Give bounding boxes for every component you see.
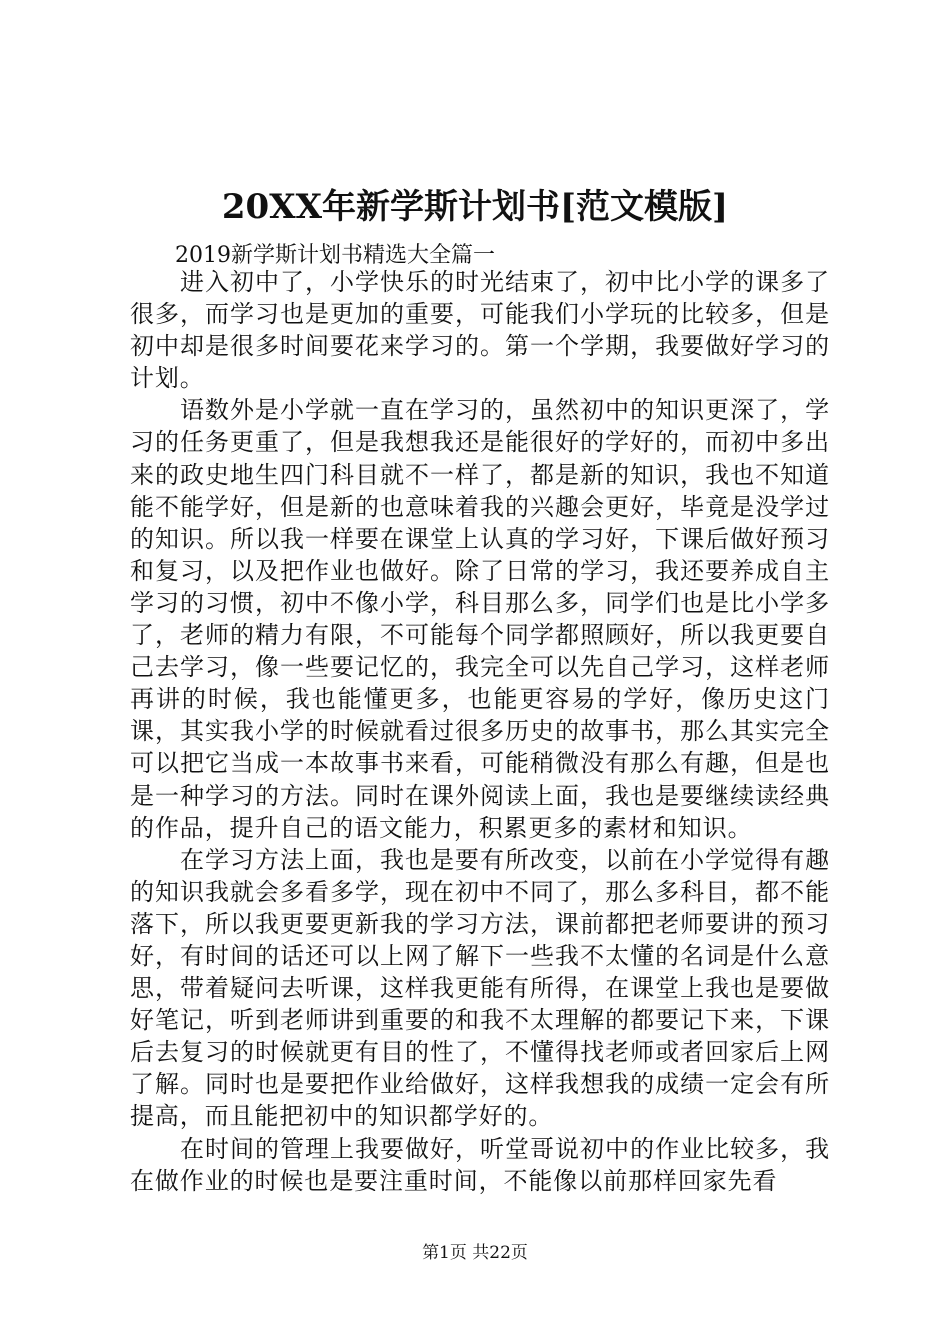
document-body <box>130 266 830 1197</box>
paragraph: 进入初中了，小学快乐的时光结束了，初中比小学的课多了很多，而学习也是更加的重要，可能我们小学玩的比较多，但是初中却是很多时间要花来学习的。第一个学期，我要做好学习的计划。 <box>130 268 830 393</box>
document-title: 20XX年新学斯计划书[范文模版] <box>221 187 729 227</box>
paragraph: 在时间的管理上我要做好，听堂哥说初中的作业比较多，我在做作业的时候也是要注重时间，不能像以前那样回家先看 <box>130 1134 830 1195</box>
document-subtitle: 2019新学斯计划书精选大全篇一 <box>175 243 495 268</box>
paragraph: 语数外是小学就一直在学习的，虽然初中的知识更深了，学习的任务更重了，但是我想我还是能很好的学好的，而初中多出来的政史地生四门科目就不一样了，都是新的知识，我也不知道能不能学好，但是新的也意味着我的兴趣会更好，毕竟是没学过的知识。所以我一样要在课堂上认真的学习好，下课后做好预习和复习，以及把作业也做好。除了日常的学习，我还要养成自主学习的习惯，初中不像小学，科目那么多，同学们也是比小学多了，老师的精力有限，不可能每个同学都照顾好，所以我更要自己去学习，像一些要记忆的，我完全可以先自己学习，这样老师再讲的时候，我也能懂更多，也能更容易的学好，像历史这门课，其实我小学的时候就看过很多历史的故事书，那么其实完全可以把它当成一本故事书来看，可能稍微没有那么有趣，但是也是一种学习的方法。同时在课外阅读上面，我也是要继续读经典的作品，提升自己的语文能力，积累更多的素材和知识。 <box>130 396 830 842</box>
paragraph: 在学习方法上面，我也是要有所改变，以前在小学觉得有趣的知识我就会多看多学，现在初中不同了，那么多科目，都不能落下，所以我更要更新我的学习方法，课前都把老师要讲的预习好，有时间的话还可以上网了解下一些我不太懂的名词是什么意思，带着疑问去听课，这样我更能有所得，在课堂上我也是要做好笔记，听到老师讲到重要的和我不太理解的都要记下来，下课后去复习的时候就更有目的性了，不懂得找老师或者回家后上网了解。同时也是要把作业给做好，这样我想我的成绩一定会有所提高，而且能把初中的知识都学好的。 <box>130 845 830 1131</box>
page-footer: 第1页 共22页 <box>422 1243 528 1263</box>
